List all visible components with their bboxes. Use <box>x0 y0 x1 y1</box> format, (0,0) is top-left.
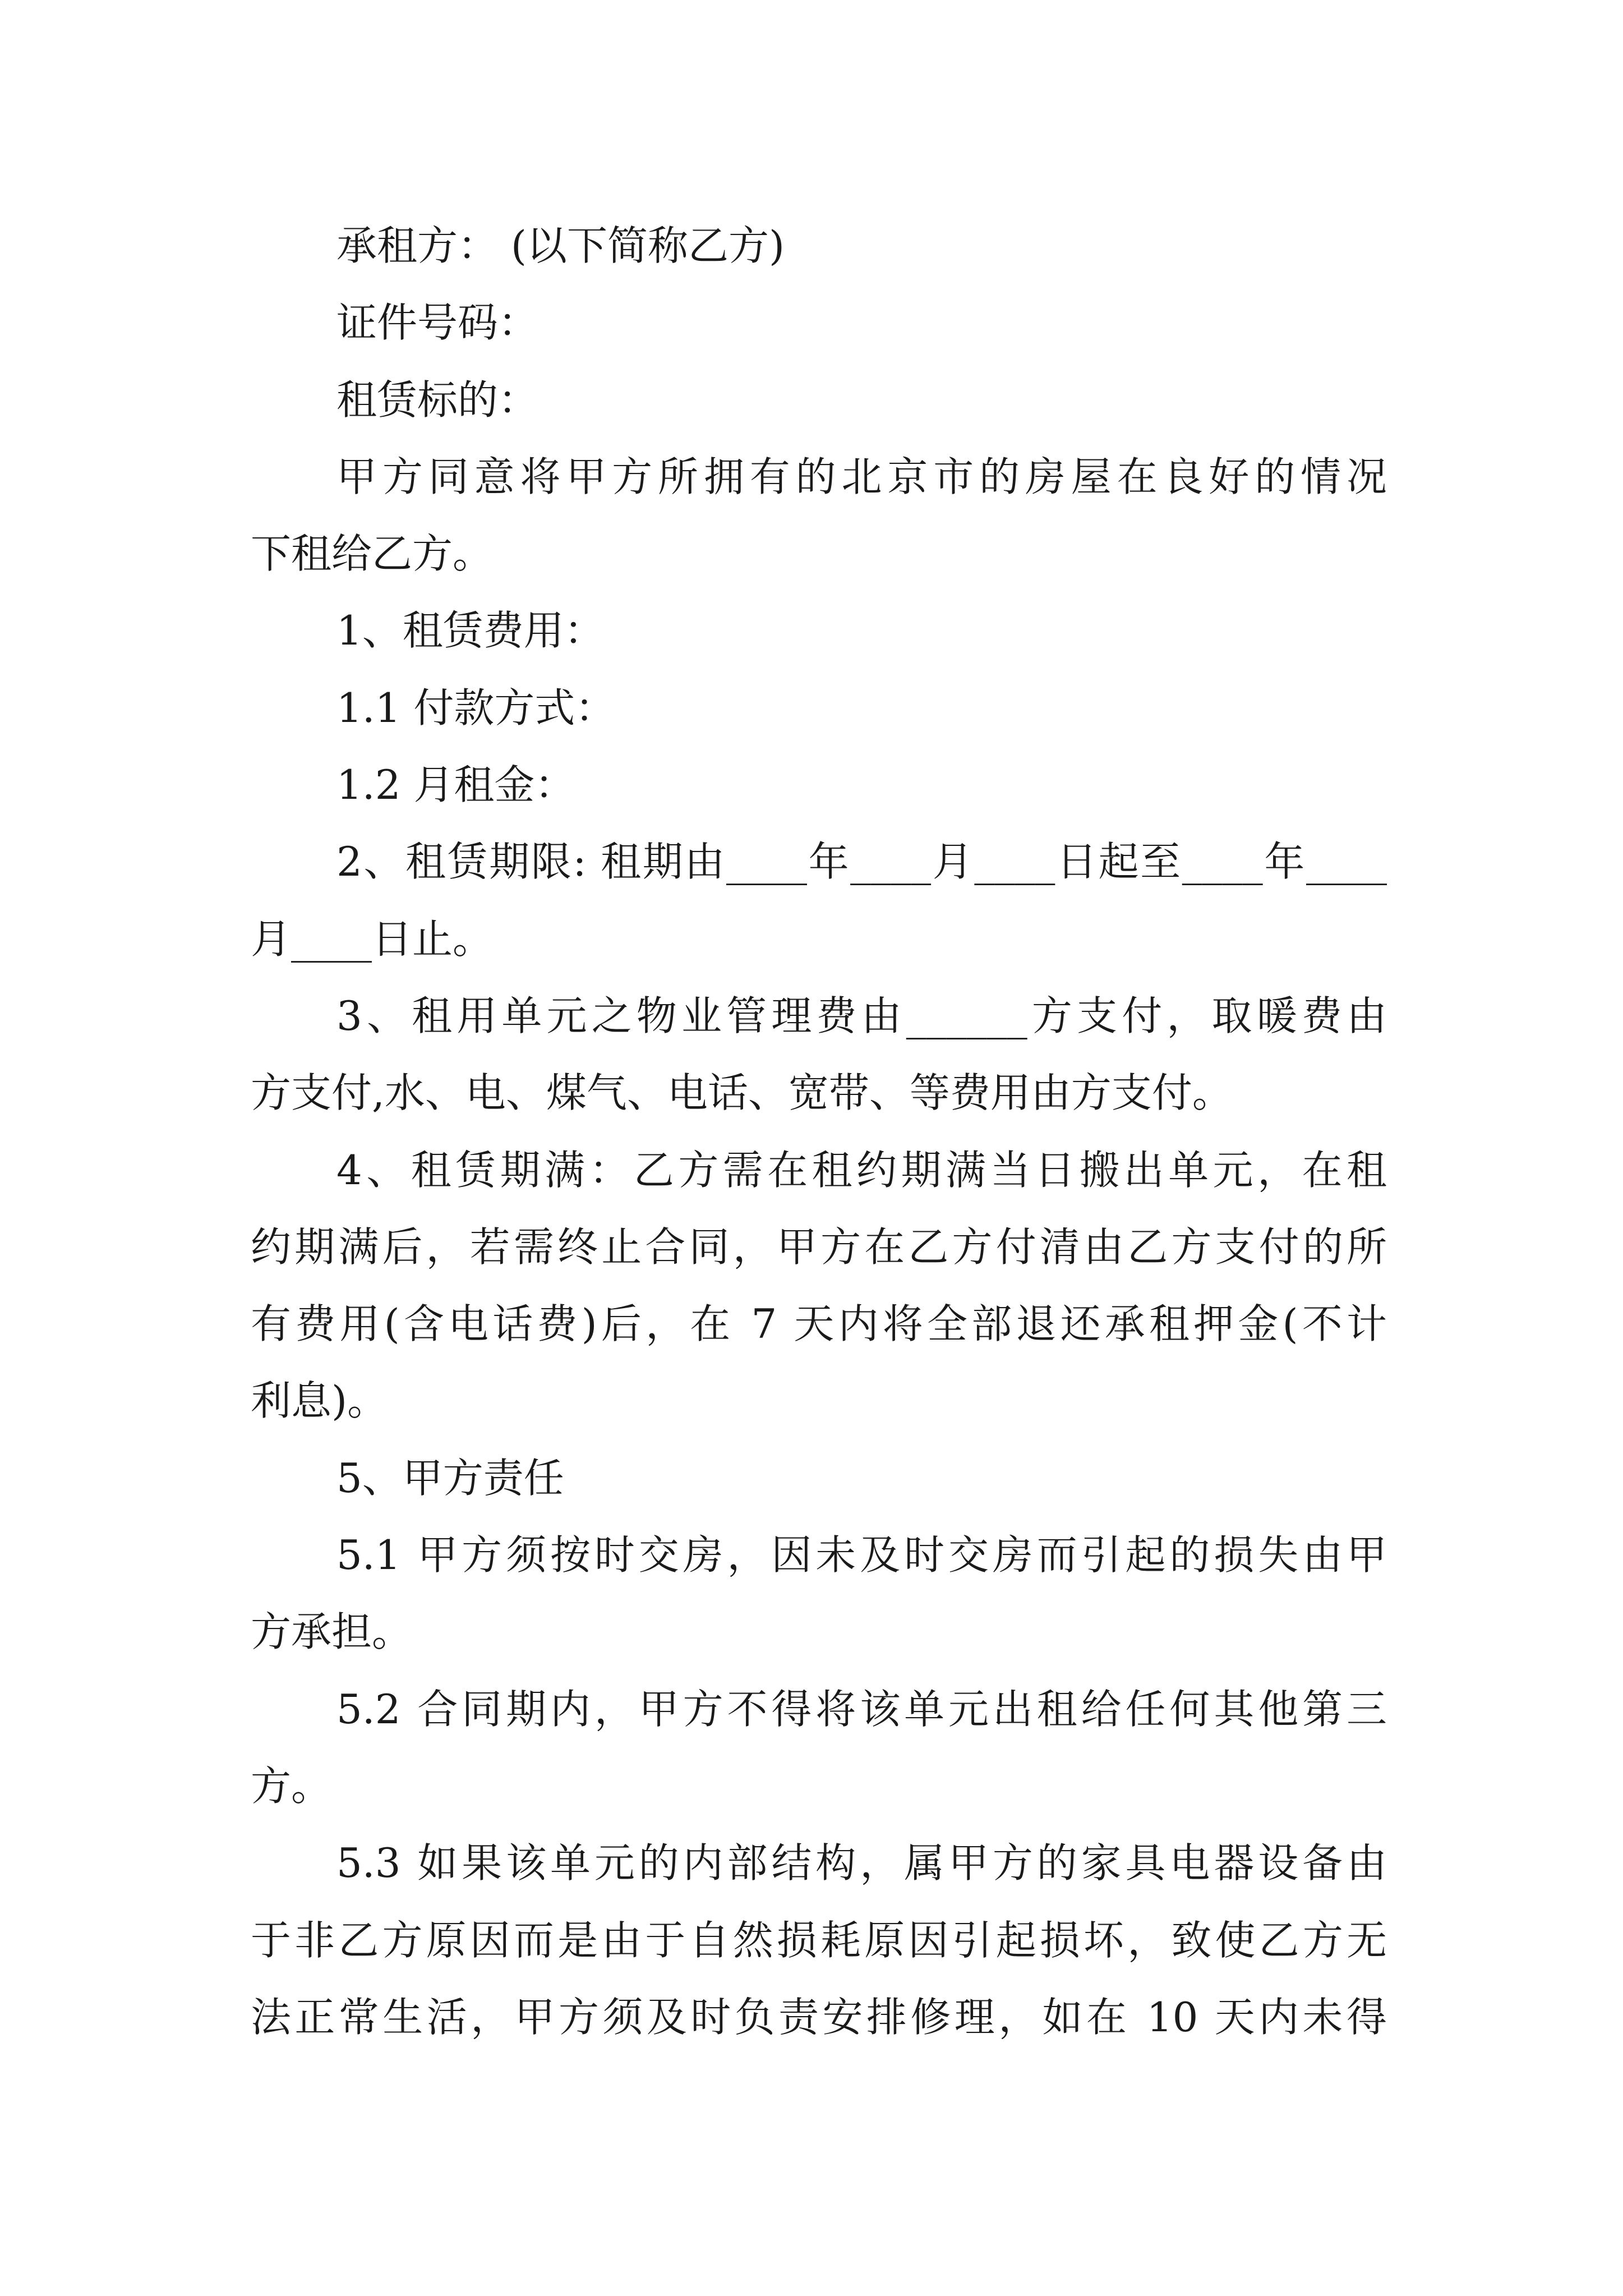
clause-5-3 <box>251 1825 1387 2056</box>
paragraph-line: 5.2 合同期内，甲方不得将该单元出租给任何其他第三 <box>336 1685 1387 1733</box>
paragraph-line: 5.1 甲方须按时交房，因未及时交房而引起的损失由甲 <box>336 1531 1387 1579</box>
paragraph-line: 甲方同意将甲方所拥有的北京市的房屋在良好的情况 <box>336 453 1387 500</box>
clause-3-fees <box>251 978 1387 1132</box>
paragraph-line: 月____日止。 <box>251 915 494 963</box>
clause-4-lease-expiry <box>251 1132 1387 1440</box>
paragraph-line: 5、甲方责任 <box>336 1454 564 1502</box>
paragraph-line: 法正常生活，甲方须及时负责安排修理，如在 10 天内未得 <box>251 1993 1387 2041</box>
paragraph-line: 方。 <box>251 1762 332 1810</box>
clause-5-heading <box>251 1440 1387 1517</box>
paragraph-line: 5.3 如果该单元的内部结构，属甲方的家具电器设备由 <box>336 1839 1387 1887</box>
paragraph-line: 于非乙方原因而是由于自然损耗原因引起损坏，致使乙方无 <box>251 1916 1387 1964</box>
paragraph-line: 1、租赁费用： <box>336 607 605 655</box>
paragraph-line: 方支付,水、电、煤气、电话、宽带、等费用由方支付。 <box>251 1069 1233 1117</box>
paragraph-line: 下租给乙方。 <box>251 530 494 578</box>
paragraph-line: 方承担。 <box>251 1608 413 1656</box>
clause-2-lease-term <box>251 823 1387 978</box>
paragraph-line: 4、租赁期满：乙方需在租约期满当日搬出单元，在租 <box>336 1146 1387 1194</box>
paragraph-line: 1.1 付款方式： <box>336 684 616 731</box>
document-body <box>251 208 1387 2056</box>
lessee-paragraph <box>251 208 1387 284</box>
paragraph-line: 承租方： (以下简称乙方) <box>336 222 785 269</box>
lease-subject-paragraph <box>251 362 1387 439</box>
clause-1-heading <box>251 592 1387 669</box>
clause-1-1 <box>251 670 1387 747</box>
paragraph-line: 1.2 月租金： <box>336 761 575 809</box>
paragraph-line: 利息)。 <box>251 1377 388 1425</box>
paragraph-line: 3、租用单元之物业管理费由______方支付，取暖费由 <box>336 992 1387 1039</box>
lease-subject-description <box>251 439 1387 593</box>
clause-5-2 <box>251 1671 1387 1825</box>
id-number-paragraph <box>251 284 1387 361</box>
paragraph-line: 证件号码： <box>336 299 539 347</box>
clause-1-2 <box>251 747 1387 823</box>
paragraph-line: 约期满后，若需终止合同，甲方在乙方付清由乙方支付的所 <box>251 1223 1387 1271</box>
paragraph-line: 租赁标的： <box>336 376 539 424</box>
paragraph-line: 有费用(含电话费)后，在 7 天内将全部退还承租押金(不计 <box>251 1300 1387 1348</box>
clause-5-1 <box>251 1517 1387 1671</box>
paragraph-line: 2、租赁期限: 租期由____年____月____日起至____年____ <box>336 838 1387 886</box>
